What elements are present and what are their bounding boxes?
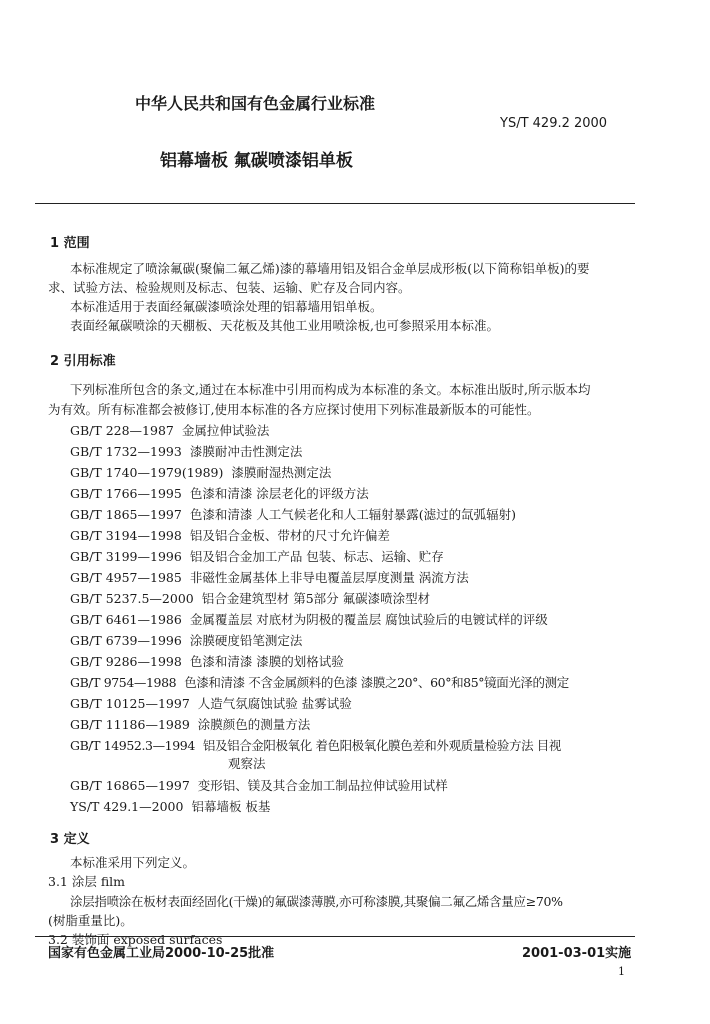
reference-title: 漆膜耐湿热测定法 <box>231 465 332 480</box>
reference-title: 涂膜硬度铅笔测定法 <box>189 633 303 648</box>
section-1-paragraph-1-cont: 求、试验方法、检验规则及标志、包装、运输、贮存及合同内容。 <box>48 280 411 295</box>
reference-item <box>70 696 352 712</box>
reference-title: 观察法 <box>228 756 266 771</box>
reference-code: GB/T 11186—1989 <box>70 717 190 732</box>
section-1-heading: 1 范围 <box>50 236 90 251</box>
reference-item <box>70 778 448 794</box>
reference-title: 铝及铝合金阳极氧化 着色阳极氧化膜色差和外观质量检验方法 目视 <box>202 738 561 753</box>
section-3-intro: 本标准采用下列定义。 <box>70 855 196 870</box>
reference-title: 非磁性金属基体上非导电覆盖层厚度测量 涡流方法 <box>189 570 469 585</box>
reference-title: 金属覆盖层 对底材为阴极的覆盖层 腐蚀试验后的电镀试样的评级 <box>189 612 548 627</box>
definition-3-1-heading: 3.1 涂层 film <box>48 874 126 889</box>
reference-item <box>70 717 310 733</box>
reference-title: 涂膜颜色的测量方法 <box>197 717 311 732</box>
reference-title: 铝及铝合金板、带材的尺寸允许偏差 <box>189 528 390 543</box>
standard-number: YS/T 429.2 2000 <box>500 116 608 131</box>
reference-title: 色漆和清漆 人工气候老化和人工辐射暴露(滤过的氙弧辐射) <box>189 507 517 522</box>
reference-code: GB/T 6461—1986 <box>70 612 182 627</box>
reference-code: GB/T 1740—1979(1989) <box>70 465 224 480</box>
footer-divider <box>35 936 635 937</box>
section-1-paragraph-1: 本标准规定了喷涂氟碳(聚偏二氟乙烯)漆的幕墙用铝及铝合金单层成形板(以下简称铝单板)的要 <box>70 261 590 276</box>
reference-item <box>70 738 561 754</box>
section-3-heading: 3 定义 <box>50 832 90 847</box>
reference-item <box>70 675 569 691</box>
org-title: 中华人民共和国有色金属行业标准 <box>135 94 376 113</box>
reference-title: 色漆和清漆 漆膜的划格试验 <box>189 654 344 669</box>
reference-code: GB/T 1865—1997 <box>70 507 182 522</box>
reference-code: GB/T 16865—1997 <box>70 778 190 793</box>
reference-item <box>70 423 269 439</box>
reference-title: 漆膜耐冲击性测定法 <box>189 444 303 459</box>
reference-code: GB/T 3199—1996 <box>70 549 182 564</box>
reference-item <box>70 570 469 586</box>
definition-3-1-text-cont: (树脂重量比)。 <box>48 913 133 928</box>
reference-item <box>70 799 270 815</box>
reference-item <box>70 591 430 607</box>
section-1-paragraph-3: 表面经氟碳喷涂的天棚板、天花板及其他工业用喷涂板,也可参照采用本标准。 <box>70 318 499 333</box>
reference-code: GB/T 10125—1997 <box>70 696 190 711</box>
reference-code: GB/T 5237.5—2000 <box>70 591 194 606</box>
reference-item <box>70 612 548 628</box>
reference-code: GB/T 14952.3—1994 <box>70 738 195 753</box>
section-2-heading: 2 引用标准 <box>50 354 116 369</box>
reference-item-continuation <box>228 756 266 772</box>
document-title: 铝幕墙板 氟碳喷漆铝单板 <box>160 151 353 171</box>
reference-code: GB/T 6739—1996 <box>70 633 182 648</box>
reference-item <box>70 633 302 649</box>
reference-title: 色漆和清漆 不含金属颜料的色漆 漆膜之20°、60°和85°镜面光泽的测定 <box>184 675 569 690</box>
reference-item <box>70 465 331 481</box>
definition-3-1-text: 涂层指喷涂在板材表面经固化(干燥)的氟碳漆薄膜,亦可称漆膜,其聚偏二氟乙烯含量应≥70% <box>70 894 563 909</box>
reference-code: GB/T 9754—1988 <box>70 675 177 690</box>
effective-date: 2001-03-01实施 <box>522 946 632 961</box>
section-1-paragraph-2: 本标准适用于表面经氟碳漆喷涂处理的铝幕墙用铝单板。 <box>70 299 383 314</box>
reference-code: GB/T 228—1987 <box>70 423 174 438</box>
reference-code: GB/T 3194—1998 <box>70 528 182 543</box>
reference-title: 变形铝、镁及其合金加工制品拉伸试验用试样 <box>197 778 448 793</box>
section-2-intro: 下列标准所包含的条文,通过在本标准中引用而构成为本标准的条文。本标准出版时,所示版本均 <box>70 382 591 397</box>
reference-item <box>70 444 302 460</box>
reference-title: 铝合金建筑型材 第5部分 氟碳漆喷涂型材 <box>201 591 431 606</box>
header-divider <box>35 203 635 204</box>
reference-code: GB/T 1732—1993 <box>70 444 182 459</box>
reference-title: 人造气氛腐蚀试验 盐雾试验 <box>197 696 352 711</box>
section-2-intro-cont: 为有效。所有标准都会被修订,使用本标准的各方应探讨使用下列标准最新版本的可能性。 <box>48 402 540 417</box>
reference-item <box>70 528 390 544</box>
reference-code: GB/T 1766—1995 <box>70 486 182 501</box>
page-number: 1 <box>618 965 625 978</box>
reference-item <box>70 549 444 565</box>
reference-code: YS/T 429.1—2000 <box>70 799 184 814</box>
reference-item <box>70 486 369 502</box>
reference-item <box>70 654 344 670</box>
reference-code: GB/T 9286—1998 <box>70 654 182 669</box>
reference-title: 铝及铝合金加工产品 包装、标志、运输、贮存 <box>189 549 444 564</box>
reference-title: 铝幕墙板 板基 <box>191 799 271 814</box>
definition-3-2-heading: 3.2 装饰面 exposed surfaces <box>48 932 223 947</box>
reference-title: 金属拉伸试验法 <box>181 423 270 438</box>
reference-item <box>70 507 516 523</box>
approval-date: 国家有色金属工业局2000-10-25批准 <box>48 946 275 961</box>
reference-code: GB/T 4957—1985 <box>70 570 182 585</box>
reference-title: 色漆和清漆 涂层老化的评级方法 <box>189 486 369 501</box>
